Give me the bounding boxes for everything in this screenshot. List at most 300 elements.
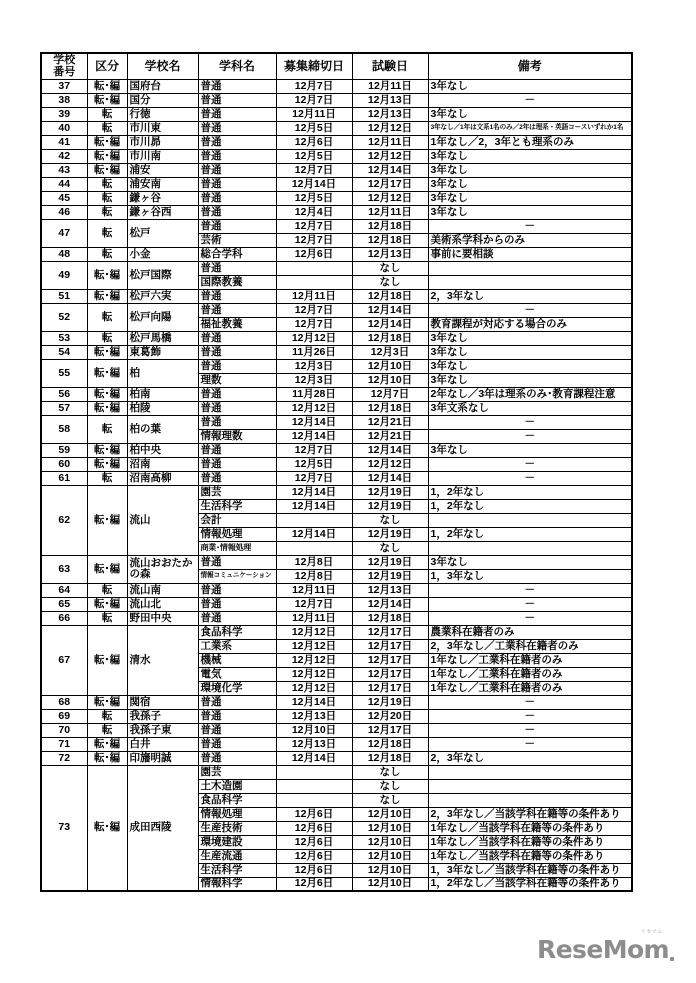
cell-school-name: 野田中央 bbox=[127, 611, 198, 625]
table-row bbox=[41, 135, 632, 149]
cell-dept-name: 普通 bbox=[198, 345, 276, 359]
cell-remarks: 3年なし bbox=[428, 331, 632, 345]
cell-exam-date: 12月19日 bbox=[352, 527, 428, 541]
cell-dept-name: 理数 bbox=[198, 373, 276, 387]
cell-school-name: 白井 bbox=[127, 737, 198, 751]
cell-exam-date: 12月7日 bbox=[352, 387, 428, 401]
cell-remarks: － bbox=[428, 737, 632, 751]
cell-deadline: 12月5日 bbox=[276, 121, 352, 135]
cell-school-name: 市川昴 bbox=[127, 135, 198, 149]
cell-exam-date: 12月12日 bbox=[352, 457, 428, 471]
cell-remarks: 3年なし bbox=[428, 163, 632, 177]
cell-kubun: 転･編 bbox=[87, 93, 127, 107]
cell-dept-name: 食品科学 bbox=[198, 793, 276, 807]
cell-dept-name: 園芸 bbox=[198, 485, 276, 499]
cell-remarks: － bbox=[428, 429, 632, 443]
cell-school-name: 清水 bbox=[127, 625, 198, 695]
cell-remarks: 3年なし bbox=[428, 149, 632, 163]
cell-remarks bbox=[428, 261, 632, 275]
table-row bbox=[41, 345, 632, 359]
cell-exam-date: 12月17日 bbox=[352, 653, 428, 667]
cell-school-no: 59 bbox=[41, 443, 87, 457]
table-row bbox=[41, 695, 632, 709]
cell-school-no: 37 bbox=[41, 79, 87, 93]
cell-remarks bbox=[428, 779, 632, 793]
cell-deadline: 12月14日 bbox=[276, 527, 352, 541]
cell-school-name: 市川東 bbox=[127, 121, 198, 135]
cell-exam-date: 12月18日 bbox=[352, 737, 428, 751]
cell-kubun: 転･編 bbox=[87, 555, 127, 583]
cell-deadline: 12月6日 bbox=[276, 849, 352, 863]
cell-deadline: 11月28日 bbox=[276, 387, 352, 401]
cell-deadline: 12月5日 bbox=[276, 457, 352, 471]
cell-school-no: 43 bbox=[41, 163, 87, 177]
cell-deadline: 12月7日 bbox=[276, 233, 352, 247]
cell-dept-name: 芸術 bbox=[198, 233, 276, 247]
table-header-row bbox=[41, 53, 632, 79]
cell-remarks: 1年なし／工業科在籍者のみ bbox=[428, 667, 632, 681]
cell-deadline: 12月8日 bbox=[276, 555, 352, 569]
cell-remarks: － bbox=[428, 611, 632, 625]
cell-exam-date: 12月10日 bbox=[352, 877, 428, 891]
cell-school-no: 64 bbox=[41, 583, 87, 597]
cell-kubun: 転･編 bbox=[87, 149, 127, 163]
table-header bbox=[41, 53, 632, 79]
cell-exam-date: 12月19日 bbox=[352, 485, 428, 499]
cell-exam-date: 12月10日 bbox=[352, 863, 428, 877]
cell-exam-date: 12月17日 bbox=[352, 639, 428, 653]
cell-remarks: 3年なし bbox=[428, 205, 632, 219]
cell-remarks bbox=[428, 765, 632, 779]
cell-dept-name: 情報科学 bbox=[198, 877, 276, 891]
cell-school-name: 流山北 bbox=[127, 597, 198, 611]
table-row bbox=[41, 583, 632, 597]
cell-deadline: 12月7日 bbox=[276, 443, 352, 457]
cell-exam-date: 12月12日 bbox=[352, 121, 428, 135]
cell-school-no: 56 bbox=[41, 387, 87, 401]
cell-exam-date: 12月17日 bbox=[352, 177, 428, 191]
cell-exam-date: 12月18日 bbox=[352, 233, 428, 247]
cell-school-no: 61 bbox=[41, 471, 87, 485]
cell-dept-name: 食品科学 bbox=[198, 625, 276, 639]
cell-kubun: 転 bbox=[87, 177, 127, 191]
cell-dept-name: 総合学科 bbox=[198, 247, 276, 261]
cell-dept-name: 普通 bbox=[198, 303, 276, 317]
cell-school-name: 沼南高柳 bbox=[127, 471, 198, 485]
cell-school-no: 53 bbox=[41, 331, 87, 345]
cell-deadline: 12月13日 bbox=[276, 737, 352, 751]
cell-deadline: 12月6日 bbox=[276, 135, 352, 149]
cell-kubun: 転 bbox=[87, 583, 127, 597]
cell-school-no: 38 bbox=[41, 93, 87, 107]
cell-deadline: 12月3日 bbox=[276, 373, 352, 387]
cell-dept-name: 普通 bbox=[198, 219, 276, 233]
table-row bbox=[41, 471, 632, 485]
cell-remarks bbox=[428, 275, 632, 289]
cell-remarks: － bbox=[428, 695, 632, 709]
cell-school-name: 柏 bbox=[127, 359, 198, 387]
cell-exam-date: 12月19日 bbox=[352, 499, 428, 513]
cell-deadline: 12月6日 bbox=[276, 807, 352, 821]
table-row bbox=[41, 443, 632, 457]
cell-school-no: 44 bbox=[41, 177, 87, 191]
cell-dept-name: 普通 bbox=[198, 555, 276, 569]
cell-dept-name: 普通 bbox=[198, 737, 276, 751]
cell-school-no: 67 bbox=[41, 625, 87, 695]
resemom-logo-text: ReseMom bbox=[537, 935, 669, 964]
cell-school-name: 関宿 bbox=[127, 695, 198, 709]
cell-dept-name: 工業系 bbox=[198, 639, 276, 653]
cell-deadline bbox=[276, 261, 352, 275]
cell-deadline: 12月7日 bbox=[276, 163, 352, 177]
cell-exam-date: 12月19日 bbox=[352, 569, 428, 583]
cell-dept-name: 普通 bbox=[198, 107, 276, 121]
cell-school-no: 72 bbox=[41, 751, 87, 765]
cell-school-name: 東葛飾 bbox=[127, 345, 198, 359]
cell-exam-date: 12月11日 bbox=[352, 79, 428, 93]
table-row bbox=[41, 93, 632, 107]
cell-school-name: 松戸馬橋 bbox=[127, 331, 198, 345]
cell-kubun: 転 bbox=[87, 191, 127, 205]
cell-exam-date: 12月18日 bbox=[352, 401, 428, 415]
table-row bbox=[41, 611, 632, 625]
cell-remarks: － bbox=[428, 583, 632, 597]
cell-dept-name: 普通 bbox=[198, 289, 276, 303]
cell-dept-name: 普通 bbox=[198, 93, 276, 107]
cell-deadline: 12月14日 bbox=[276, 695, 352, 709]
cell-dept-name: 普通 bbox=[198, 611, 276, 625]
cell-exam-date: 12月17日 bbox=[352, 681, 428, 695]
cell-dept-name: 電気 bbox=[198, 667, 276, 681]
cell-deadline: 12月6日 bbox=[276, 247, 352, 261]
cell-school-name: 松戸向陽 bbox=[127, 303, 198, 331]
cell-remarks: 3年文系なし bbox=[428, 401, 632, 415]
cell-school-no: 49 bbox=[41, 261, 87, 289]
cell-dept-name: 普通 bbox=[198, 205, 276, 219]
table-body bbox=[41, 79, 632, 891]
cell-dept-name: 普通 bbox=[198, 471, 276, 485]
cell-remarks: － bbox=[428, 415, 632, 429]
cell-exam-date: 12月10日 bbox=[352, 835, 428, 849]
col-header-school-no-line2: 番号 bbox=[53, 66, 76, 79]
col-header-exam-date: 試験日 bbox=[352, 53, 428, 79]
cell-remarks: － bbox=[428, 709, 632, 723]
cell-kubun: 転･編 bbox=[87, 597, 127, 611]
cell-remarks: 1年なし／当該学科在籍等の条件あり bbox=[428, 835, 632, 849]
col-header-dept-name: 学科名 bbox=[198, 53, 276, 79]
cell-remarks: 3年なし bbox=[428, 79, 632, 93]
cell-remarks: 1年なし／2，3年とも理系のみ bbox=[428, 135, 632, 149]
cell-kubun: 転 bbox=[87, 415, 127, 443]
cell-dept-name: 会計 bbox=[198, 513, 276, 527]
cell-exam-date: 12月10日 bbox=[352, 849, 428, 863]
cell-dept-name: 機械 bbox=[198, 653, 276, 667]
table-row bbox=[41, 331, 632, 345]
cell-exam-date: 12月13日 bbox=[352, 93, 428, 107]
cell-exam-date: 12月12日 bbox=[352, 149, 428, 163]
cell-exam-date: 12月18日 bbox=[352, 611, 428, 625]
table-row bbox=[41, 191, 632, 205]
cell-dept-name: 普通 bbox=[198, 401, 276, 415]
table-row bbox=[41, 737, 632, 751]
cell-deadline: 12月12日 bbox=[276, 331, 352, 345]
cell-school-name: 小金 bbox=[127, 247, 198, 261]
cell-deadline: 11月26日 bbox=[276, 345, 352, 359]
table-row bbox=[41, 177, 632, 191]
cell-kubun: 転･編 bbox=[87, 765, 127, 891]
cell-deadline: 12月6日 bbox=[276, 821, 352, 835]
cell-deadline: 12月12日 bbox=[276, 653, 352, 667]
table-row bbox=[41, 723, 632, 737]
cell-dept-name: 普通 bbox=[198, 751, 276, 765]
cell-deadline bbox=[276, 765, 352, 779]
cell-deadline: 12月8日 bbox=[276, 569, 352, 583]
cell-school-name: 国府台 bbox=[127, 79, 198, 93]
cell-school-name: 松戸 bbox=[127, 219, 198, 247]
cell-dept-name: 情報コミュニケーション bbox=[198, 569, 276, 583]
cell-exam-date: 12月10日 bbox=[352, 359, 428, 373]
cell-dept-name: 環境化学 bbox=[198, 681, 276, 695]
cell-remarks: 3年なし bbox=[428, 359, 632, 373]
cell-exam-date: 12月19日 bbox=[352, 555, 428, 569]
cell-school-no: 41 bbox=[41, 135, 87, 149]
cell-kubun: 転 bbox=[87, 611, 127, 625]
cell-deadline bbox=[276, 541, 352, 555]
cell-exam-date: 12月13日 bbox=[352, 247, 428, 261]
cell-dept-name: 普通 bbox=[198, 331, 276, 345]
cell-remarks: 教育課程が対応する場合のみ bbox=[428, 317, 632, 331]
cell-school-no: 66 bbox=[41, 611, 87, 625]
cell-exam-date: 12月14日 bbox=[352, 597, 428, 611]
cell-deadline: 12月11日 bbox=[276, 611, 352, 625]
cell-exam-date: なし bbox=[352, 793, 428, 807]
cell-remarks: － bbox=[428, 303, 632, 317]
transfer-exam-table bbox=[40, 52, 633, 892]
table-row bbox=[41, 121, 632, 135]
cell-deadline: 12月11日 bbox=[276, 107, 352, 121]
cell-remarks: 農業科在籍者のみ bbox=[428, 625, 632, 639]
cell-remarks: 2，3年なし／当該学科在籍等の条件あり bbox=[428, 807, 632, 821]
cell-deadline: 12月14日 bbox=[276, 415, 352, 429]
cell-school-name: 成田西陵 bbox=[127, 765, 198, 891]
cell-dept-name: 国際教養 bbox=[198, 275, 276, 289]
cell-remarks: － bbox=[428, 219, 632, 233]
cell-school-no: 71 bbox=[41, 737, 87, 751]
cell-dept-name: 普通 bbox=[198, 79, 276, 93]
cell-dept-name: 生産技術 bbox=[198, 821, 276, 835]
col-header-school-no bbox=[41, 53, 87, 79]
cell-remarks: － bbox=[428, 93, 632, 107]
table-row bbox=[41, 457, 632, 471]
cell-dept-name: 普通 bbox=[198, 443, 276, 457]
col-header-remarks: 備考 bbox=[428, 53, 632, 79]
col-header-deadline: 募集締切日 bbox=[276, 53, 352, 79]
cell-school-name: 印旛明誠 bbox=[127, 751, 198, 765]
cell-exam-date: 12月21日 bbox=[352, 429, 428, 443]
cell-kubun: 転･編 bbox=[87, 387, 127, 401]
cell-deadline bbox=[276, 793, 352, 807]
cell-remarks: － bbox=[428, 597, 632, 611]
cell-school-no: 40 bbox=[41, 121, 87, 135]
cell-school-name: 鎌ヶ谷西 bbox=[127, 205, 198, 219]
cell-kubun: 転 bbox=[87, 331, 127, 345]
cell-kubun: 転 bbox=[87, 471, 127, 485]
cell-school-name: 柏南 bbox=[127, 387, 198, 401]
cell-deadline: 12月14日 bbox=[276, 485, 352, 499]
cell-remarks: 1年なし／当該学科在籍等の条件あり bbox=[428, 821, 632, 835]
cell-school-name: 我孫子東 bbox=[127, 723, 198, 737]
cell-school-name: 松戸国際 bbox=[127, 261, 198, 289]
cell-deadline: 12月7日 bbox=[276, 471, 352, 485]
cell-school-name: 柏陵 bbox=[127, 401, 198, 415]
cell-exam-date: 12月10日 bbox=[352, 821, 428, 835]
cell-exam-date: 12月18日 bbox=[352, 331, 428, 345]
cell-remarks: 3年なし bbox=[428, 177, 632, 191]
cell-remarks: 1，3年なし／当該学科在籍等の条件あり bbox=[428, 863, 632, 877]
cell-exam-date: 12月13日 bbox=[352, 583, 428, 597]
cell-deadline: 12月4日 bbox=[276, 205, 352, 219]
cell-exam-date: なし bbox=[352, 779, 428, 793]
cell-dept-name: 情報処理 bbox=[198, 807, 276, 821]
cell-deadline: 12月12日 bbox=[276, 681, 352, 695]
cell-exam-date: なし bbox=[352, 765, 428, 779]
table-row bbox=[41, 485, 632, 499]
cell-kubun: 転･編 bbox=[87, 359, 127, 387]
cell-deadline: 12月6日 bbox=[276, 863, 352, 877]
cell-remarks: 3年なし／1年は文系1名のみ／2年は理系・英語コースいずれか1名 bbox=[428, 121, 632, 135]
resemom-watermark-logo bbox=[537, 929, 674, 964]
cell-remarks: － bbox=[428, 471, 632, 485]
cell-kubun: 転･編 bbox=[87, 401, 127, 415]
cell-exam-date: 12月10日 bbox=[352, 807, 428, 821]
cell-deadline: 12月5日 bbox=[276, 149, 352, 163]
cell-remarks: 1，2年なし bbox=[428, 485, 632, 499]
cell-exam-date: なし bbox=[352, 261, 428, 275]
cell-school-no: 62 bbox=[41, 485, 87, 555]
cell-exam-date: 12月18日 bbox=[352, 219, 428, 233]
cell-school-no: 70 bbox=[41, 723, 87, 737]
cell-school-name: 柏の葉 bbox=[127, 415, 198, 443]
cell-kubun: 転 bbox=[87, 709, 127, 723]
cell-school-no: 73 bbox=[41, 765, 87, 891]
cell-deadline bbox=[276, 779, 352, 793]
cell-dept-name: 生活科学 bbox=[198, 499, 276, 513]
cell-dept-name: 商業･情報処理 bbox=[198, 541, 276, 555]
cell-kubun: 転 bbox=[87, 303, 127, 331]
cell-exam-date: 12月17日 bbox=[352, 667, 428, 681]
table-row bbox=[41, 751, 632, 765]
cell-kubun: 転･編 bbox=[87, 737, 127, 751]
cell-kubun: 転 bbox=[87, 121, 127, 135]
col-header-kubun: 区分 bbox=[87, 53, 127, 79]
cell-remarks: 3年なし bbox=[428, 107, 632, 121]
cell-school-no: 63 bbox=[41, 555, 87, 583]
cell-school-name: 浦安 bbox=[127, 163, 198, 177]
transfer-exam-table-container bbox=[40, 52, 631, 892]
cell-school-name: 行徳 bbox=[127, 107, 198, 121]
cell-deadline: 12月14日 bbox=[276, 177, 352, 191]
cell-exam-date: 12月17日 bbox=[352, 723, 428, 737]
cell-dept-name: 普通 bbox=[198, 695, 276, 709]
cell-school-no: 47 bbox=[41, 219, 87, 247]
cell-dept-name: 普通 bbox=[198, 597, 276, 611]
cell-deadline: 12月7日 bbox=[276, 219, 352, 233]
cell-school-no: 45 bbox=[41, 191, 87, 205]
cell-school-name: 流山 bbox=[127, 485, 198, 555]
cell-school-name: 国分 bbox=[127, 93, 198, 107]
cell-kubun: 転･編 bbox=[87, 79, 127, 93]
cell-dept-name: 普通 bbox=[198, 583, 276, 597]
table-row bbox=[41, 597, 632, 611]
cell-kubun: 転･編 bbox=[87, 457, 127, 471]
cell-school-name: 我孫子 bbox=[127, 709, 198, 723]
cell-exam-date: 12月14日 bbox=[352, 471, 428, 485]
cell-school-name: 流山南 bbox=[127, 583, 198, 597]
table-row bbox=[41, 219, 632, 233]
cell-exam-date: 12月13日 bbox=[352, 107, 428, 121]
cell-remarks: 1，2年なし bbox=[428, 527, 632, 541]
cell-deadline bbox=[276, 275, 352, 289]
cell-kubun: 転 bbox=[87, 205, 127, 219]
cell-exam-date: 12月17日 bbox=[352, 625, 428, 639]
cell-kubun: 転 bbox=[87, 107, 127, 121]
cell-kubun: 転･編 bbox=[87, 289, 127, 303]
cell-exam-date: なし bbox=[352, 275, 428, 289]
cell-dept-name: 情報処理 bbox=[198, 527, 276, 541]
cell-deadline: 12月13日 bbox=[276, 709, 352, 723]
cell-exam-date: 12月20日 bbox=[352, 709, 428, 723]
cell-kubun: 転･編 bbox=[87, 163, 127, 177]
cell-dept-name: 普通 bbox=[198, 709, 276, 723]
cell-school-no: 68 bbox=[41, 695, 87, 709]
cell-kubun: 転 bbox=[87, 247, 127, 261]
cell-dept-name: 普通 bbox=[198, 723, 276, 737]
cell-dept-name: 普通 bbox=[198, 177, 276, 191]
cell-remarks: 2，3年なし bbox=[428, 289, 632, 303]
cell-deadline: 12月12日 bbox=[276, 667, 352, 681]
cell-kubun: 転 bbox=[87, 723, 127, 737]
cell-deadline: 12月14日 bbox=[276, 751, 352, 765]
cell-remarks: － bbox=[428, 457, 632, 471]
cell-exam-date: 12月12日 bbox=[352, 191, 428, 205]
cell-dept-name: 普通 bbox=[198, 415, 276, 429]
cell-dept-name: 普通 bbox=[198, 457, 276, 471]
table-row bbox=[41, 555, 632, 569]
cell-dept-name: 生活科学 bbox=[198, 863, 276, 877]
cell-exam-date: 12月18日 bbox=[352, 751, 428, 765]
cell-deadline: 12月12日 bbox=[276, 639, 352, 653]
cell-deadline: 12月6日 bbox=[276, 835, 352, 849]
cell-school-no: 42 bbox=[41, 149, 87, 163]
cell-school-name: 流山おおたかの森 bbox=[127, 555, 198, 583]
cell-dept-name: 環境建設 bbox=[198, 835, 276, 849]
cell-deadline: 12月6日 bbox=[276, 877, 352, 891]
cell-kubun: 転･編 bbox=[87, 443, 127, 457]
cell-kubun: 転･編 bbox=[87, 625, 127, 695]
cell-exam-date: なし bbox=[352, 541, 428, 555]
cell-remarks: 事前に要相談 bbox=[428, 247, 632, 261]
cell-remarks: － bbox=[428, 723, 632, 737]
cell-deadline: 12月7日 bbox=[276, 303, 352, 317]
cell-dept-name: 普通 bbox=[198, 359, 276, 373]
cell-remarks bbox=[428, 513, 632, 527]
cell-kubun: 転 bbox=[87, 219, 127, 247]
cell-school-no: 39 bbox=[41, 107, 87, 121]
cell-dept-name: 普通 bbox=[198, 121, 276, 135]
cell-remarks: 3年なし bbox=[428, 443, 632, 457]
cell-school-no: 46 bbox=[41, 205, 87, 219]
cell-exam-date: 12月11日 bbox=[352, 135, 428, 149]
